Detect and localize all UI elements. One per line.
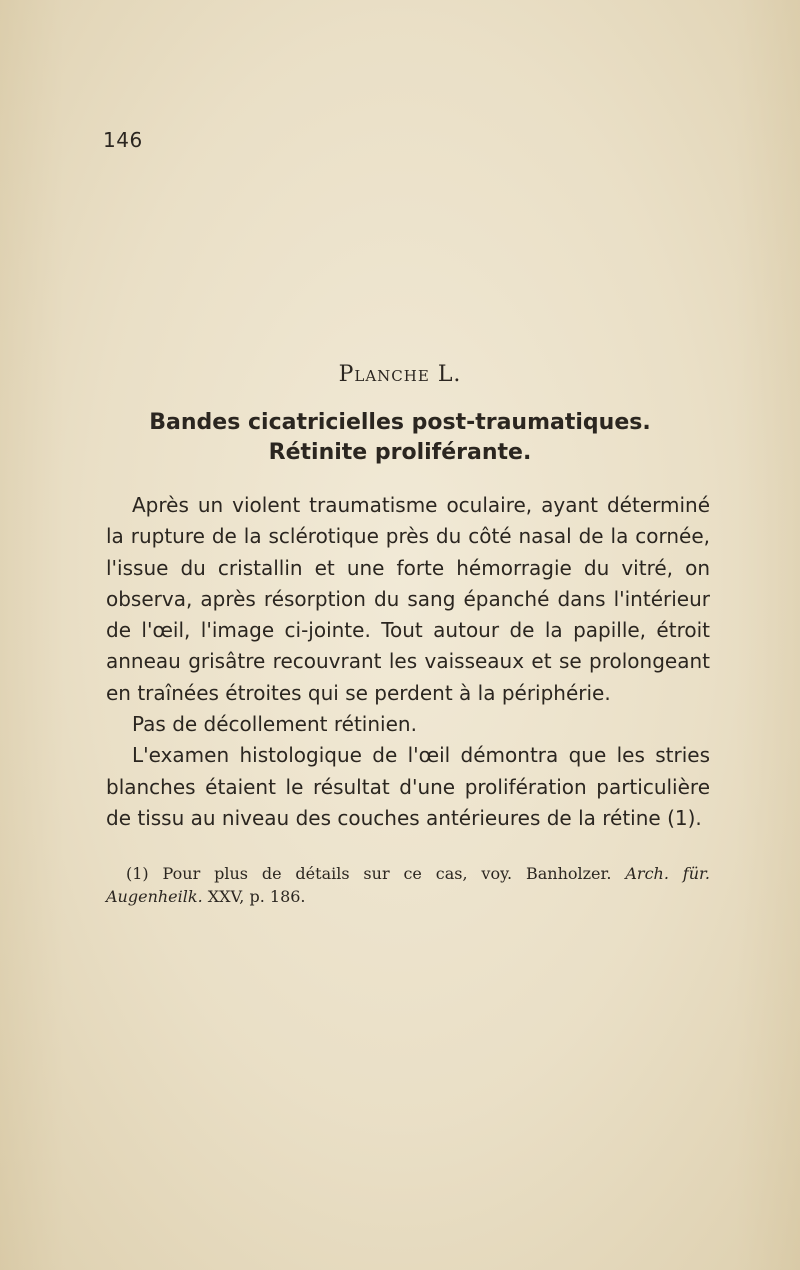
plate-title-line-2: Rétinite proliférante. xyxy=(268,440,532,465)
plate-heading-word: lanche xyxy=(354,362,430,387)
plate-heading-initial: P xyxy=(338,362,355,387)
page-number: 146 xyxy=(103,128,143,152)
paragraph-case-description: Après un violent traumatisme oculaire, ayant déterminé la rupture de la sclérotique près du côté nasal de la cornée, l'issue du cristallin et une forte hémorragie du vitré, on observa, après résorption du sang épanché dans l'intérieur de l'œil, l'image ci-jointe. Tout autour de la papille, étroit anneau grisâtre recouvrant les vaisseaux et se prolongeant en traînées étroites qui se perdent à la périphérie. xyxy=(106,493,710,705)
footnote xyxy=(106,862,710,908)
plate-title-line-1: Bandes cicatricielles post-traumatiques. xyxy=(149,410,651,435)
footnote-text xyxy=(106,862,710,908)
body-text xyxy=(106,490,710,834)
paragraph-no-detachment: Pas de décollement rétinien. xyxy=(132,712,417,737)
plate-heading xyxy=(0,362,800,387)
paragraph-histology: L'examen histologique de l'œil démontra que les stries blanches étaient le résultat d'une prolifération particulière de tissu au niveau des couches antérieures de la rétine (1). xyxy=(106,743,710,830)
footnote-suffix: XXV, p. 186. xyxy=(202,887,306,906)
footnote-prefix: (1) Pour plus de détails sur ce cas, voy. Banholzer. xyxy=(126,864,626,883)
footnote-journal: Arch. für. Augenheilk. xyxy=(106,864,711,906)
plate-heading-letter: L. xyxy=(437,362,462,387)
